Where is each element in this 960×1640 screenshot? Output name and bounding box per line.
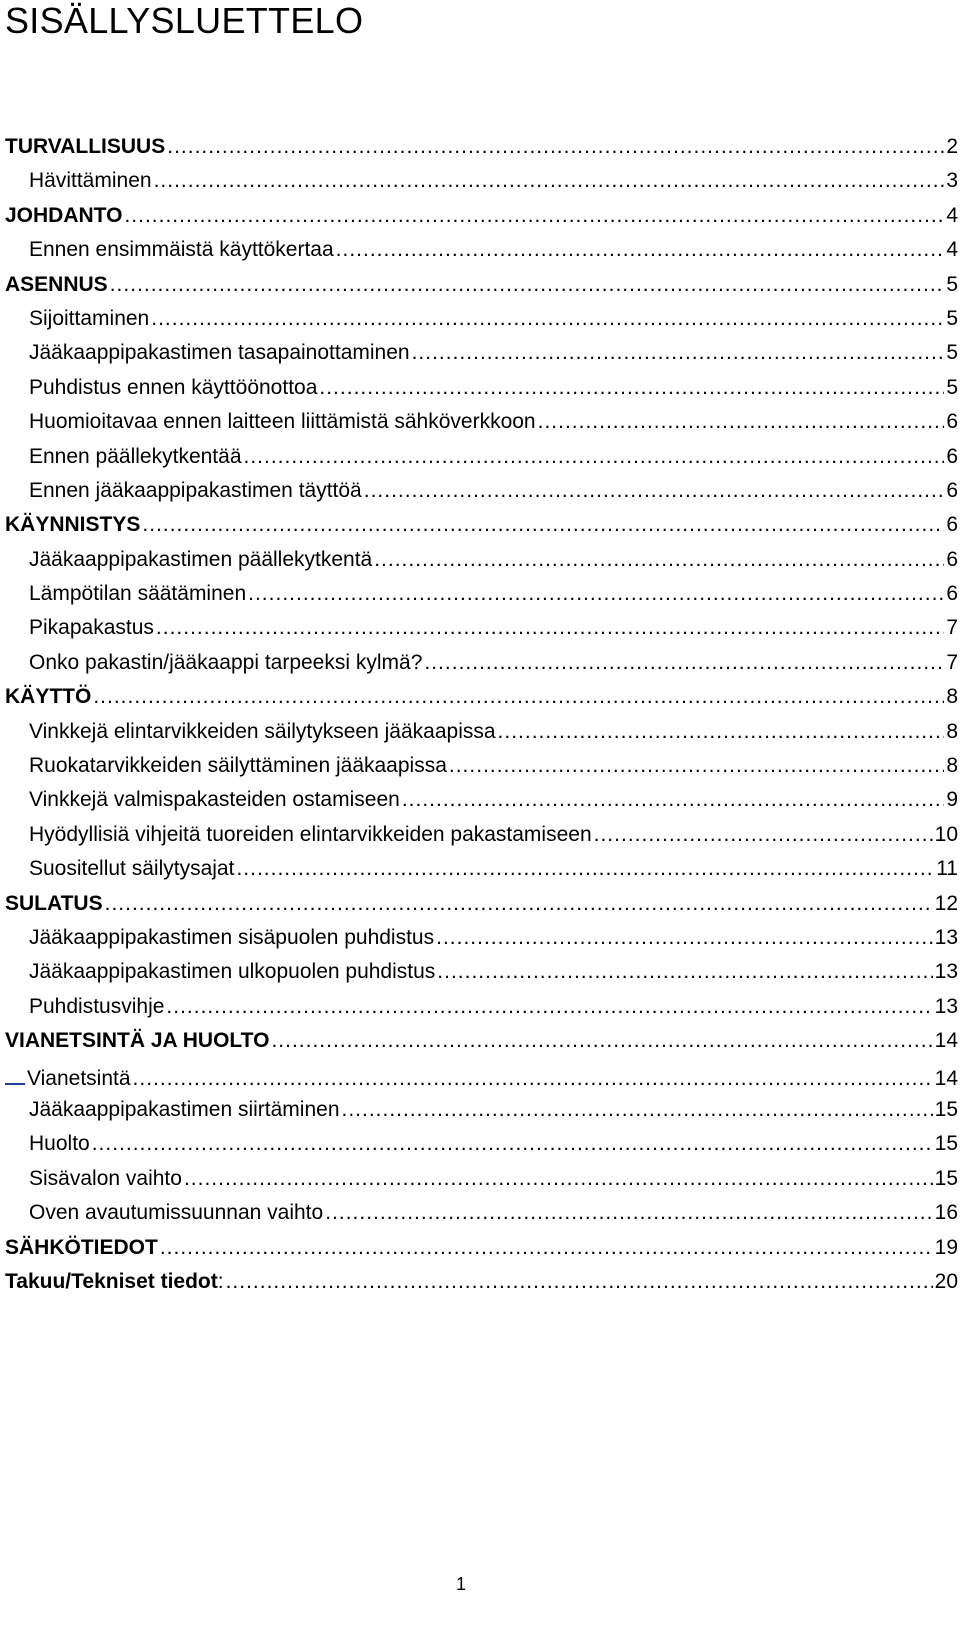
dot-leader xyxy=(226,1265,933,1299)
dot-leader xyxy=(342,1093,933,1127)
toc-entry-label xyxy=(5,887,103,921)
toc-page-number: 7 xyxy=(946,650,958,674)
toc-page-number: 6 xyxy=(946,410,958,434)
toc-entry-label xyxy=(5,199,122,233)
toc-entry-text: Jääkaappipakastimen sisäpuolen puhdistus xyxy=(29,925,435,949)
toc-entry-text: Vianetsintä xyxy=(27,1066,131,1090)
toc-section-entry[interactable] xyxy=(5,680,958,714)
toc-entry-text: Onko pakastin/jääkaappi tarpeeksi kylmä? xyxy=(29,650,423,674)
toc-entry-label xyxy=(29,646,422,680)
toc-page-number: 15 xyxy=(934,1166,958,1190)
toc-entry-label xyxy=(29,543,372,577)
toc-entry-text: Jääkaappipakastimen ulkopuolen puhdistus xyxy=(29,960,436,984)
toc-entry-label xyxy=(29,440,242,474)
toc-entry-text: Hävittäminen xyxy=(29,169,152,193)
toc-entry-text: Ennen ensimmäistä käyttökertaa xyxy=(29,238,334,262)
toc-section-entry[interactable] xyxy=(5,1231,958,1265)
toc-entry-label xyxy=(29,1093,340,1127)
dot-leader xyxy=(402,783,945,817)
toc-entry-label xyxy=(5,1231,158,1265)
dot-leader xyxy=(156,611,944,645)
toc-page-number: 6 xyxy=(946,582,958,606)
dot-leader xyxy=(154,164,945,198)
toc-entry-label xyxy=(29,990,164,1024)
toc-entry-text: VIANETSINTÄ JA HUOLTO xyxy=(5,1029,270,1053)
toc-section-entry[interactable] xyxy=(5,887,958,921)
toc-entry-text: Takuu/Tekniset tiedot xyxy=(5,1269,218,1293)
toc-page-number: 12 xyxy=(934,891,958,915)
toc-page-number: 13 xyxy=(934,994,958,1018)
dot-leader xyxy=(105,887,933,921)
toc-entry-label xyxy=(29,233,334,267)
toc-page-number: 6 xyxy=(946,547,958,571)
toc-subsection-entry[interactable] xyxy=(5,577,958,611)
dot-leader xyxy=(133,1062,933,1096)
toc-subsection-entry[interactable] xyxy=(5,955,958,989)
table-of-contents xyxy=(5,130,958,1299)
dot-leader xyxy=(498,715,945,749)
toc-entry-text: Huolto xyxy=(29,1132,90,1156)
dot-leader xyxy=(449,749,944,783)
dot-leader xyxy=(436,921,933,955)
toc-entry-text: Ennen jääkaappipakastimen täyttöä xyxy=(29,478,362,502)
toc-entry-label xyxy=(29,749,447,783)
toc-entry-label xyxy=(29,474,362,508)
toc-entry-text: TURVALLISUUS xyxy=(5,135,166,158)
dot-leader xyxy=(160,1231,933,1265)
toc-subsection-entry[interactable] xyxy=(5,543,958,577)
toc-entry-label xyxy=(29,783,400,817)
toc-page-number: 4 xyxy=(946,238,958,262)
toc-page-number: 15 xyxy=(934,1097,958,1121)
toc-page-number: 19 xyxy=(934,1235,958,1259)
toc-entry-label xyxy=(29,371,317,405)
toc-subsection-entry[interactable] xyxy=(5,302,958,336)
toc-page-number: 4 xyxy=(946,203,958,227)
dot-leader xyxy=(594,818,933,852)
toc-page-number: 15 xyxy=(934,1132,958,1156)
toc-subsection-entry[interactable] xyxy=(5,646,958,680)
toc-entry-label xyxy=(5,1265,224,1299)
toc-entry-label xyxy=(29,1196,323,1230)
dot-leader xyxy=(244,440,945,474)
toc-page-number: 9 xyxy=(946,788,958,812)
toc-page-number: 5 xyxy=(946,272,958,296)
toc-subsection-entry[interactable] xyxy=(5,818,958,852)
toc-entry-text: Jääkaappipakastimen tasapainottaminen xyxy=(29,341,410,365)
toc-subsection-entry[interactable] xyxy=(5,371,958,405)
dot-leader xyxy=(374,543,944,577)
toc-subsection-entry[interactable] xyxy=(5,715,958,749)
toc-page-number: 2 xyxy=(946,135,958,158)
dot-leader xyxy=(184,1162,933,1196)
toc-entry-label xyxy=(29,715,496,749)
toc-entry-text: Ennen päällekytkentää xyxy=(29,444,242,468)
dot-leader xyxy=(412,336,945,370)
dot-leader xyxy=(166,990,932,1024)
toc-subsection-entry[interactable] xyxy=(5,440,958,474)
toc-subsection-entry[interactable] xyxy=(5,611,958,645)
toc-page-number: 20 xyxy=(934,1269,958,1293)
toc-entry-text: Lämpötilan säätäminen xyxy=(29,582,247,606)
toc-section-entry[interactable] xyxy=(5,268,958,302)
toc-entry-label xyxy=(5,268,108,302)
toc-entry-text: Sijoittaminen xyxy=(29,306,150,330)
underline-marker xyxy=(5,1059,25,1085)
toc-page-number: 13 xyxy=(934,960,958,984)
toc-subsection-entry[interactable] xyxy=(5,921,958,955)
dot-leader xyxy=(124,199,944,233)
dot-leader xyxy=(110,268,945,302)
toc-entry-text: Jääkaappipakastimen päällekytkentä xyxy=(29,547,373,571)
toc-page-number: 5 xyxy=(946,306,958,330)
dot-leader xyxy=(142,508,944,542)
toc-subsection-entry[interactable] xyxy=(5,1127,958,1161)
toc-page-number: 6 xyxy=(946,444,958,468)
toc-page-number: 6 xyxy=(946,478,958,502)
toc-subsection-entry[interactable] xyxy=(5,783,958,817)
toc-entry-label xyxy=(29,405,536,439)
dot-leader xyxy=(271,1024,932,1058)
toc-section-entry[interactable] xyxy=(5,1024,958,1058)
toc-entry-label xyxy=(5,1024,269,1058)
toc-page-number: 14 xyxy=(934,1029,958,1053)
dot-leader xyxy=(319,371,944,405)
toc-entry-text: Ruokatarvikkeiden säilyttäminen jääkaapissa xyxy=(29,754,447,778)
dot-leader xyxy=(424,646,944,680)
toc-entry-label xyxy=(29,1162,182,1196)
toc-page-number: 7 xyxy=(946,616,958,640)
dot-leader xyxy=(167,130,944,164)
toc-page-number: 5 xyxy=(946,375,958,399)
page-number: 1 xyxy=(455,1574,466,1594)
dot-leader xyxy=(364,474,945,508)
toc-entry-text: KÄYTTÖ xyxy=(5,685,92,709)
toc-subsection-entry[interactable] xyxy=(5,164,958,198)
toc-entry-label xyxy=(29,577,246,611)
toc-subsection-entry[interactable] xyxy=(5,1093,958,1127)
toc-entry-label xyxy=(29,818,592,852)
toc-entry-text: JOHDANTO xyxy=(5,203,123,227)
toc-subsection-entry[interactable] xyxy=(5,749,958,783)
toc-entry-label xyxy=(29,302,149,336)
toc-section-entry[interactable] xyxy=(5,130,958,164)
dot-leader xyxy=(538,405,945,439)
toc-page-number: 8 xyxy=(946,685,958,709)
toc-page-number: 10 xyxy=(934,822,958,846)
toc-page-number: 13 xyxy=(934,925,958,949)
toc-entry-text: KÄYNNISTYS xyxy=(5,513,141,537)
toc-entry-text: SÄHKÖTIEDOT xyxy=(5,1235,158,1259)
toc-page-number: 11 xyxy=(936,857,958,881)
toc-page-number: 6 xyxy=(946,513,958,537)
toc-page-number: 14 xyxy=(934,1066,958,1090)
toc-section-entry[interactable] xyxy=(5,508,958,542)
toc-entry-label xyxy=(29,921,434,955)
toc-page-number: 3 xyxy=(946,169,958,193)
toc-entry-label xyxy=(29,164,152,198)
toc-entry-text: ASENNUS xyxy=(5,272,108,296)
toc-entry-text: Suositellut säilytysajat xyxy=(29,857,235,881)
toc-entry-label xyxy=(5,1059,131,1096)
toc-subsection-entry[interactable] xyxy=(5,474,958,508)
toc-subsection-entry[interactable] xyxy=(5,233,958,267)
toc-entry-text: Puhdistus ennen käyttöönottoa xyxy=(29,375,318,399)
toc-entry-text: Pikapakastus xyxy=(29,616,154,640)
toc-subsection-entry[interactable] xyxy=(5,1196,958,1230)
dot-leader xyxy=(325,1196,932,1230)
toc-subsection-entry[interactable] xyxy=(5,990,958,1024)
page-title: SISÄLLYSLUETTELO xyxy=(5,0,364,41)
toc-subsection-entry[interactable] xyxy=(5,1162,958,1196)
toc-page-number: 16 xyxy=(934,1201,958,1225)
dot-leader xyxy=(336,233,945,267)
dot-leader xyxy=(92,1127,933,1161)
toc-entry-text: Hyödyllisiä vihjeitä tuoreiden elintarvikkeiden pakastamiseen xyxy=(29,822,592,846)
toc-entry-text: Vinkkejä elintarvikkeiden säilytykseen jääkaapissa xyxy=(29,719,496,743)
dot-leader xyxy=(151,302,944,336)
toc-subsection-entry[interactable] xyxy=(5,852,958,886)
toc-entry-text: Huomioitavaa ennen laitteen liittämistä sähköverkkoon xyxy=(29,410,536,434)
toc-entry-text: Vinkkejä valmispakasteiden ostamiseen xyxy=(29,788,400,812)
toc-entry-label xyxy=(29,852,234,886)
toc-entry-label xyxy=(29,336,410,370)
toc-section-entry[interactable] xyxy=(5,199,958,233)
toc-entry-text: Sisävalon vaihto xyxy=(29,1166,182,1190)
toc-subsection-entry[interactable] xyxy=(5,405,958,439)
dot-leader xyxy=(248,577,944,611)
toc-entry-text: Puhdistusvihje xyxy=(29,994,165,1018)
dot-leader xyxy=(236,852,934,886)
toc-page-number: 5 xyxy=(946,341,958,365)
toc-entry-label xyxy=(5,130,165,164)
dot-leader xyxy=(93,680,944,714)
toc-section-entry[interactable] xyxy=(5,1265,958,1299)
dot-leader xyxy=(437,955,932,989)
toc-entry-text: Jääkaappipakastimen siirtäminen xyxy=(29,1097,340,1121)
toc-page-number: 8 xyxy=(946,754,958,778)
toc-entry-label xyxy=(29,611,154,645)
toc-entry-label xyxy=(29,1127,90,1161)
toc-page-number: 8 xyxy=(946,719,958,743)
toc-entry-label xyxy=(5,680,91,714)
toc-entry-text: Oven avautumissuunnan vaihto xyxy=(29,1201,324,1225)
toc-subsection-entry[interactable] xyxy=(5,1059,958,1093)
toc-entry-suffix: : xyxy=(217,1269,224,1293)
toc-entry-label xyxy=(5,508,140,542)
toc-subsection-entry[interactable] xyxy=(5,336,958,370)
toc-entry-label xyxy=(29,955,435,989)
toc-entry-text: SULATUS xyxy=(5,891,103,915)
